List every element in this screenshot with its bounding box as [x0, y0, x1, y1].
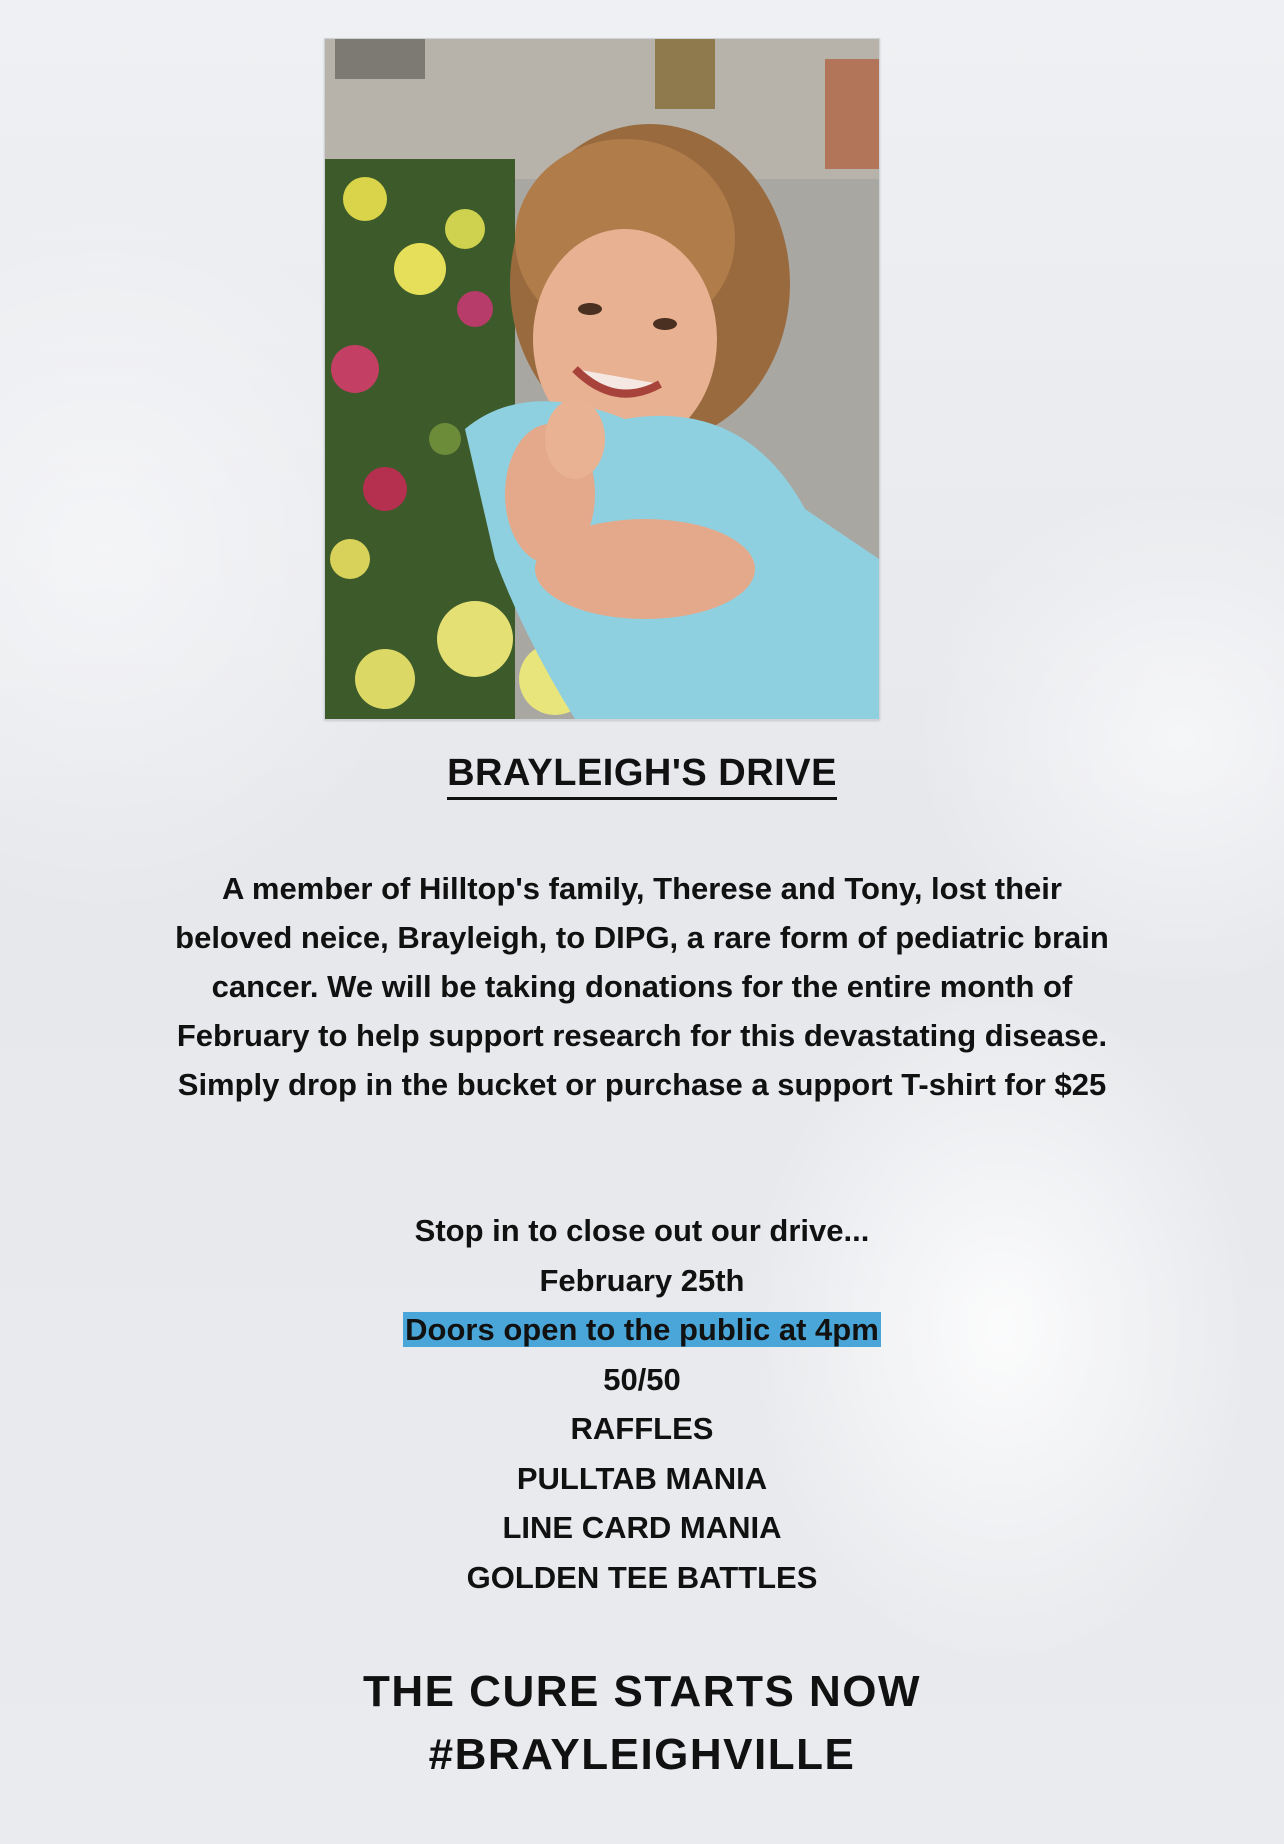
slogan-line: THE CURE STARTS NOW — [362, 1667, 922, 1716]
event-details — [0, 1206, 1284, 1602]
event-item: GOLDEN TEE BATTLES — [466, 1559, 818, 1595]
flyer-title — [0, 752, 1284, 795]
paragraph-line: cancer. We will be taking donations for the entire month of — [211, 969, 1073, 1004]
event-date: February 25th — [539, 1262, 745, 1298]
paragraph-line: February to help support research for this devastating disease. — [176, 1018, 1108, 1053]
event-item: LINE CARD MANIA — [502, 1510, 782, 1545]
event-doors — [0, 1305, 1284, 1355]
girl-photo — [324, 38, 880, 720]
description-paragraph — [30, 864, 1254, 1109]
flyer-title-text: BRAYLEIGH'S DRIVE — [447, 752, 837, 800]
event-intro: Stop in to close out our drive... — [414, 1213, 870, 1248]
paragraph-line: A member of Hilltop's family, Therese and Tony, lost their — [222, 871, 1062, 906]
event-item: RAFFLES — [570, 1411, 714, 1446]
paragraph-line: beloved neice, Brayleigh, to DIPG, a rare form of pediatric brain — [175, 920, 1109, 955]
paragraph-line: Simply drop in the bucket or purchase a support T-shirt for $25 — [177, 1067, 1107, 1102]
doors-highlight: Doors open to the public at 4pm — [405, 1312, 879, 1347]
closing-slogan — [0, 1660, 1284, 1786]
event-item: 50/50 — [603, 1361, 681, 1397]
event-item: PULLTAB MANIA — [516, 1460, 768, 1496]
hashtag: #BRAYLEIGHVILLE — [428, 1730, 856, 1779]
